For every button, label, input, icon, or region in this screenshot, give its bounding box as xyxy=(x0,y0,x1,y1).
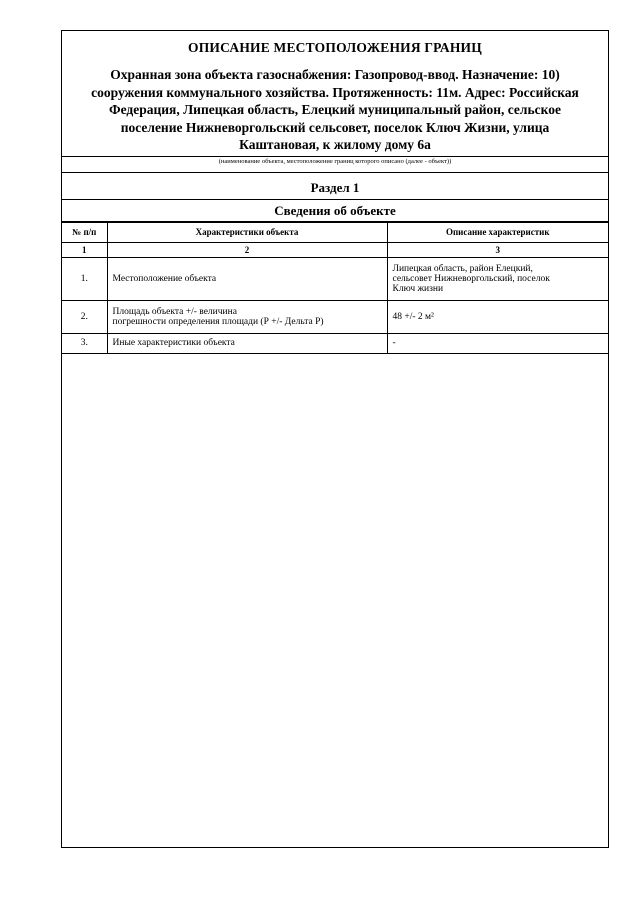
cell-line: Иные характеристики объекта xyxy=(112,338,235,348)
index-cell: 3 xyxy=(387,242,608,257)
header-num: № п/п xyxy=(62,222,107,242)
index-cell: 1 xyxy=(62,242,107,257)
object-info-table xyxy=(62,222,608,354)
object-name-line: Федерация, Липецкая область, Елецкий муниципальный район, сельское xyxy=(109,102,561,117)
header-characteristic: Характеристики объекта xyxy=(107,222,387,242)
table-header-row xyxy=(62,222,608,242)
object-name xyxy=(66,66,604,154)
object-caption: (наименование объекта, местоположение границ которого описано (далее - объект)) xyxy=(218,157,452,165)
section-title: Раздел 1 xyxy=(62,177,608,200)
index-cell: 2 xyxy=(107,242,387,257)
header-description: Описание характеристик xyxy=(387,222,608,242)
cell-line: Ключ жизни xyxy=(392,283,444,294)
table-row xyxy=(62,257,608,300)
row-characteristic xyxy=(107,300,387,333)
object-name-line: Каштановая, к жилому дому 6а xyxy=(239,137,431,152)
document-frame xyxy=(61,30,609,848)
cell-line: Липецкая область, район Елецкий, xyxy=(392,263,533,274)
row-characteristic xyxy=(107,333,387,353)
cell-line: 48 +/- 2 м² xyxy=(392,311,434,322)
row-characteristic xyxy=(107,257,387,300)
cell-line: сельсовет Нижневоргольский, поселок xyxy=(392,273,550,284)
object-name-line: сооружения коммунального хозяйства. Протяженность: 11м. Адрес: Российская xyxy=(91,84,579,100)
object-name-line: поселение Нижневоргольский сельсовет, поселок Ключ Жизни, улица xyxy=(120,119,550,135)
row-description xyxy=(387,257,608,300)
divider xyxy=(62,172,608,173)
row-description xyxy=(387,333,608,353)
row-description xyxy=(387,300,608,333)
table-row xyxy=(62,333,608,353)
row-num: 3. xyxy=(62,333,107,353)
row-num: 2. xyxy=(62,300,107,333)
row-num: 1. xyxy=(62,257,107,300)
table-row xyxy=(62,300,608,333)
table-index-row xyxy=(62,242,608,257)
cell-line: Местоположение объекта xyxy=(112,273,217,284)
cell-line: Площадь объекта +/- величина xyxy=(112,306,237,317)
cell-line: - xyxy=(392,338,396,348)
cell-line: погрешности определения площади (Р +/- Дельта Р) xyxy=(112,316,324,327)
document-title: ОПИСАНИЕ МЕСТОПОЛОЖЕНИЯ ГРАНИЦ xyxy=(188,40,482,55)
object-name-line: Охранная зона объекта газоснабжения: Газопровод-ввод. Назначение: 10) xyxy=(110,67,560,82)
subsection-title: Сведения об объекте xyxy=(62,200,608,222)
